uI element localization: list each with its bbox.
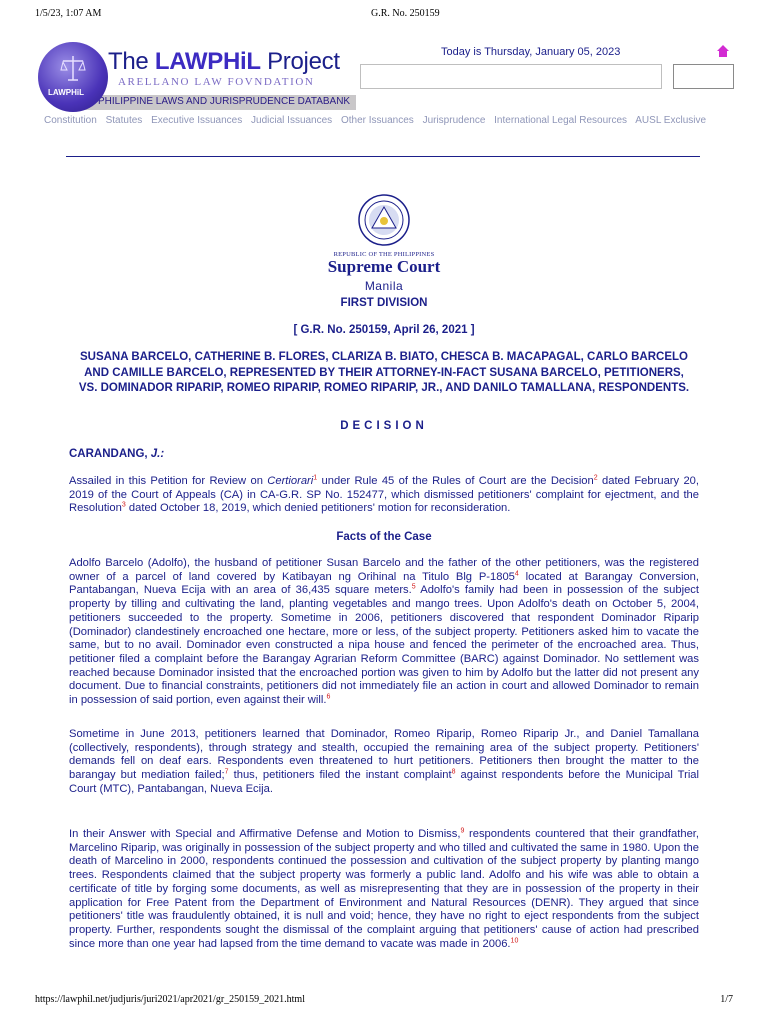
search-input[interactable] bbox=[360, 64, 662, 89]
site-logo[interactable] bbox=[36, 38, 356, 114]
court-name: Supreme Court bbox=[327, 257, 441, 276]
facts-heading: Facts of the Case bbox=[336, 531, 432, 543]
nav-ausl-exclusive[interactable]: AUSL Exclusive bbox=[635, 115, 707, 126]
logo-strip bbox=[72, 95, 356, 110]
footnote-link[interactable]: 9 bbox=[460, 827, 465, 835]
decision-heading: DECISION bbox=[340, 420, 428, 432]
paragraph-4: In their Answer with Special and Affirmative Defense and Motion to Dismiss,$^9$ respondents countered that their grandfather, Marcelino Riparip, was originally in possession of the subject property and who tilled and cultivated the same in 1980. Upon the death of Marcelino in 2000, respondents continued the possession and cultivation of the subject property by planting mango trees. Respondents claimed that the subject property was formerly a public land. Adolfo and his wife was able to obtain a certificate of title by forging some documents, as well as misrepresenting that they are in possession of the property in their application for Free Patent from the Department of Environment and Natural Resources (DENR). They argued that since petitioners' title was fraudulently obtained, it is null and void; hence, they have no right to eject respondents from the subject property. Further, respondents sought the dismissal of the complaint arguing that petitioners' cause of action had prescribed since more than one year had lapsed from the time demand to vacate was made in 2006.10 bbox=[69, 827, 700, 950]
division-label: FIRST DIVISION bbox=[340, 297, 428, 309]
nav-other-issuances[interactable]: Other Issuances bbox=[340, 115, 414, 126]
print-url: https://lawphil.net/judjuris/juri2021/apr2021/gr_250159_2021.html bbox=[35, 994, 305, 1005]
header-divider bbox=[66, 156, 700, 157]
logo-emblem bbox=[38, 42, 108, 112]
main-nav bbox=[44, 115, 728, 126]
print-datetime: 1/5/23, 1:07 AM bbox=[35, 8, 102, 19]
logo-strip-text: PHILIPPINE LAWS AND JURISPRUDENCE DATABANK bbox=[98, 96, 351, 107]
nav-statutes[interactable]: Statutes bbox=[105, 115, 143, 126]
print-title: G.R. No. 250159 bbox=[371, 8, 440, 19]
supreme-court-seal-icon bbox=[358, 194, 410, 246]
print-page-number: 1/7 bbox=[720, 994, 733, 1005]
case-parties: SUSANA BARCELO, CATHERINE B. FLORES, CLARIZA B. BIATO, CHESCA B. MACAPAGAL, CARLO BARCELO AND CAMILLE BARCELO, REPRESENTED BY THEIR ATTORNEY-IN-FACT SUSANA BARCELO, PETITIONERS, VS. DOMINADOR RIPARIP, ROMEO RIPARIP, ROMEO RIPARIP, JR., AND DANILO TAMALLANA, RESPONDENTS. bbox=[78, 351, 690, 394]
paragraph-2: Adolfo Barcelo (Adolfo), the husband of petitioner Susan Barcelo and the father of the other petitioners, was the registered owner of a parcel of land covered by Katibayan ng Orihinal na Titulo Blg P-1805$^4$ located at Barangay Conversion, Pantabangan, Nueva Ecija with an area of 36,435 square meters.$^5$ Adolfo's family had been in possession of the subject property by tilling and cultivating the land, planting vegetables and mango trees. Upon Adolfo's death on October 5, 2004, petitioners succeeded to the property. Sometime in 2006, petitioners discovered that respondent Dominador Riparip (Dominador) clandestinely encroached one hectare, more or less, of the subject property. Petitioners asked him to vacate the same, but to no avail. Dominador even constructed a nipa house and fenced the perimeter of the encroached area. Thus, petitioner filed a complaint before the Barangay Agrarian Reform Committee (BARC) against Dominador. No settlement was reached because Dominador insisted that the encroached portion was given to him by Adolfo but the latter did not present any document. Due to financial constraints, petitioners did not immediately file an action in court and allowed Dominador to remain in possession of said portion, even against their will.$^6$ bbox=[69, 557, 699, 707]
site-subtitle: ARELLANO LAW FOVNDATION bbox=[118, 76, 315, 88]
scales-icon bbox=[60, 54, 86, 82]
footnote-link[interactable]: 1 bbox=[313, 474, 318, 482]
nav-judicial-issuances[interactable]: Judicial Issuances bbox=[251, 115, 333, 126]
footnote-link[interactable]: 5 bbox=[411, 583, 416, 591]
site-title: The LAWPHiL Project bbox=[108, 48, 340, 75]
footnote-link[interactable]: 7 bbox=[224, 768, 229, 776]
footnote-link[interactable]: 8 bbox=[451, 768, 456, 776]
court-city: Manila bbox=[364, 279, 404, 293]
home-icon[interactable] bbox=[716, 44, 730, 58]
paragraph-1: Assailed in this Petition for Review on Certiorari$^1$ under Rule 45 of the Rules of Court are the Decision$^2$ dated February 20, 2019 of the Court of Appeals (CA) in CA-G.R. SP No. 152477, which dismissed petitioners' complaint for ejectment, and the Resolution$^3$ dated October 18, 2019, which denied petitioners' motion for reconsideration. bbox=[69, 474, 699, 515]
footnote-link[interactable]: 4 bbox=[514, 569, 519, 577]
footnote-link[interactable]: 3 bbox=[121, 501, 126, 509]
case-number: [ G.R. No. 250159, April 26, 2021 ] bbox=[293, 324, 475, 336]
nav-jurisprudence[interactable]: Jurisprudence bbox=[422, 115, 486, 126]
nav-executive-issuances[interactable]: Executive Issuances bbox=[151, 115, 243, 126]
nav-constitution[interactable]: Constitution bbox=[44, 115, 97, 126]
today-date: Today is Thursday, January 05, 2023 bbox=[441, 46, 621, 58]
republic-label: REPUBLIC OF THE PHILIPPINES bbox=[333, 251, 435, 258]
nav-international-legal-resources[interactable]: International Legal Resources bbox=[494, 115, 628, 126]
logo-emblem-text: LAWPHiL bbox=[48, 88, 84, 97]
print-footer bbox=[35, 994, 733, 1005]
search-button[interactable] bbox=[673, 64, 734, 89]
footnote-link[interactable]: 6 bbox=[326, 693, 331, 701]
footnote-link[interactable]: 10 bbox=[510, 936, 519, 944]
footnote-link[interactable]: 2 bbox=[593, 474, 598, 482]
paragraph-3: Sometime in June 2013, petitioners learned that Dominador, Romeo Riparip, Romeo Riparip Jr., and Daniel Tamallana (collectively, respondents), through strategy and stealth, occupied the remaining area of the subject property. Petitioners' demands fell on deaf ears. Respondents even threatened to hurt petitioners. Petitioners then brought the matter to the barangay but mediation failed;$^7$ thus, petitioners filed the instant complaint$^8$ against respondents before the Municipal Trial Court (MTC), Pantabangan, Nueva Ecija. bbox=[69, 728, 700, 795]
ponente: CARANDANG, J.: bbox=[69, 448, 165, 460]
